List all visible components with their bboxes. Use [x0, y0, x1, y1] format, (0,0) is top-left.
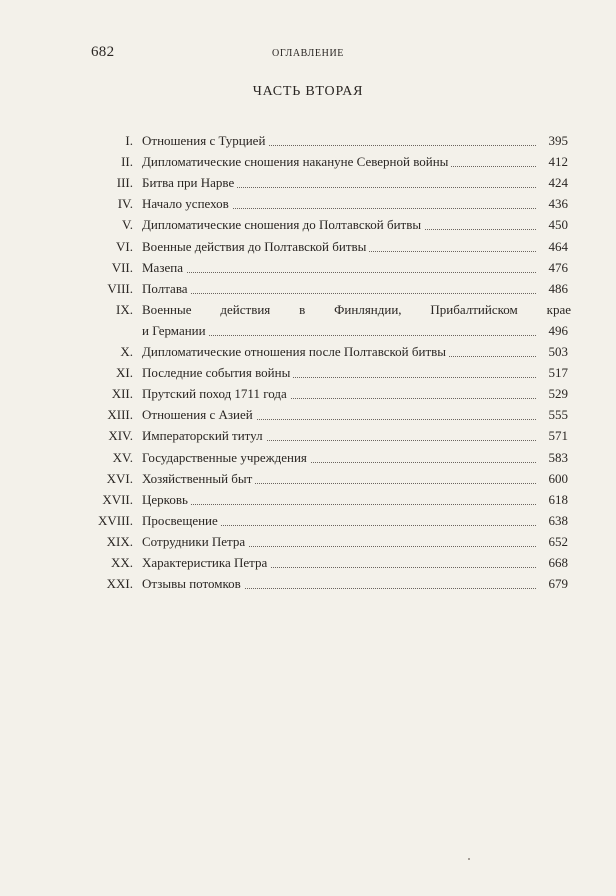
chapter-page-number: 450	[548, 217, 568, 233]
chapter-title-text: Отношения с Турцией	[142, 133, 268, 148]
chapter-title-text: Отношения с Азией	[142, 407, 256, 422]
chapter-title-text: Императорский титул	[142, 428, 266, 443]
chapter-title	[142, 152, 536, 172]
chapter-number: VII.	[111, 259, 133, 275]
chapter-title-text: Хозяйственный быт	[142, 471, 255, 486]
chapter-page-number: 583	[548, 449, 568, 465]
leader-dots	[142, 272, 536, 273]
chapter-number: XIII.	[107, 407, 133, 423]
chapter-title-text: Военные действия до Полтавской битвы	[142, 239, 369, 254]
toc-entry	[0, 258, 616, 278]
toc-entry	[0, 131, 616, 151]
chapter-page-number: 618	[548, 491, 568, 507]
chapter-title	[142, 448, 536, 468]
chapter-number: XV.	[112, 449, 133, 465]
chapter-page-number: 496	[548, 322, 568, 338]
chapter-number: VIII.	[107, 280, 133, 296]
toc-entry	[0, 173, 616, 193]
toc-entry	[0, 448, 616, 468]
chapter-title-text: Мазепа	[142, 260, 186, 275]
chapter-title-text: Отзывы потомков	[142, 576, 244, 591]
toc-entry	[0, 574, 616, 594]
chapter-page-number: 464	[548, 238, 568, 254]
chapter-page-number: 555	[548, 407, 568, 423]
chapter-title	[142, 405, 536, 425]
toc-entry	[0, 532, 616, 552]
toc-entry	[0, 194, 616, 214]
running-head: ОГЛАВЛЕНИЕ	[272, 48, 344, 59]
chapter-title-continuation-text: и Германии	[142, 323, 209, 338]
toc-entry	[0, 279, 616, 299]
leader-dots	[142, 504, 536, 505]
chapter-number: XVIII.	[97, 512, 133, 528]
chapter-number: XX.	[110, 555, 133, 570]
chapter-title	[142, 215, 536, 235]
chapter-title-continuation	[142, 321, 536, 341]
chapter-title-text: Дипломатические сношения накануне Северной войны	[142, 154, 451, 169]
chapter-page-number: 529	[548, 386, 568, 402]
chapter-number: VI.	[116, 238, 133, 254]
toc-entry	[0, 426, 616, 446]
chapter-title-text: Дипломатические сношения до Полтавской битвы	[142, 217, 424, 232]
toc-entry	[0, 152, 616, 172]
chapter-title-text: Полтава	[142, 281, 191, 296]
chapter-title-text: Начало успехов	[142, 196, 232, 211]
chapter-number: III.	[116, 175, 133, 191]
chapter-title	[142, 490, 536, 510]
chapter-number: XIX.	[106, 533, 133, 549]
toc-entry	[0, 342, 616, 362]
chapter-number: X.	[120, 344, 133, 359]
chapter-page-number: 486	[548, 280, 568, 296]
chapter-page-number: 395	[548, 133, 568, 148]
chapter-title-text: Просвещение	[142, 513, 221, 528]
chapter-page-number: 476	[548, 259, 568, 275]
chapter-page-number: 436	[548, 196, 568, 212]
chapter-number: XVII.	[102, 491, 133, 507]
chapter-title	[142, 279, 536, 299]
chapter-page-number: 571	[548, 428, 568, 444]
chapter-title	[142, 574, 536, 594]
chapter-page-number: 600	[548, 470, 568, 486]
chapter-page-number: 638	[548, 512, 568, 528]
chapter-number: I.	[125, 133, 133, 148]
chapter-title	[142, 173, 536, 193]
chapter-title	[142, 384, 536, 404]
chapter-title	[142, 131, 536, 151]
chapter-number: V.	[122, 217, 133, 233]
chapter-number: II.	[121, 154, 133, 170]
chapter-title	[142, 342, 536, 362]
chapter-title	[142, 426, 536, 446]
toc-entry	[0, 237, 616, 257]
chapter-title-text: Военные действия в Финляндии, Прибалтийском крае	[142, 302, 574, 317]
toc-entry-continuation	[0, 321, 616, 341]
chapter-page-number: 679	[548, 576, 568, 592]
chapter-title	[142, 553, 536, 573]
chapter-number: XXI.	[106, 576, 133, 592]
leader-dots	[142, 293, 536, 294]
toc-entry	[0, 511, 616, 531]
toc-entry	[0, 553, 616, 573]
chapter-title-text: Характеристика Петра	[142, 555, 270, 570]
print-speck	[468, 858, 470, 860]
chapter-title-text: Церковь	[142, 492, 191, 507]
page-number: 682	[91, 44, 115, 60]
chapter-title	[142, 258, 536, 278]
chapter-number: IX.	[116, 301, 133, 317]
chapter-page-number: 652	[548, 533, 568, 549]
chapter-page-number: 517	[548, 365, 568, 381]
chapter-title	[142, 194, 536, 214]
toc-entry	[0, 215, 616, 235]
chapter-title-text: Государственные учреждения	[142, 450, 310, 465]
chapter-page-number: 668	[548, 555, 568, 570]
toc-entry	[0, 469, 616, 489]
chapter-page-number: 412	[548, 154, 568, 170]
chapter-title-text: Последние события войны	[142, 365, 293, 380]
chapter-title-text: Битва при Нарве	[142, 175, 237, 190]
chapter-page-number: 424	[548, 175, 568, 191]
toc-entry	[0, 405, 616, 425]
toc-entry	[0, 300, 616, 320]
chapter-title	[142, 469, 536, 489]
part-title: ЧАСТЬ ВТОРАЯ	[252, 84, 364, 99]
chapter-number: XI.	[116, 365, 133, 381]
chapter-title	[142, 511, 536, 531]
toc-entry	[0, 490, 616, 510]
chapter-title	[142, 237, 536, 257]
chapter-number: IV.	[117, 196, 133, 212]
toc-entry	[0, 384, 616, 404]
chapter-page-number: 503	[548, 344, 568, 359]
chapter-number: XVI.	[106, 470, 133, 486]
chapter-number: XIV.	[108, 428, 133, 444]
chapter-title	[142, 363, 536, 383]
chapter-title	[142, 532, 536, 552]
chapter-title-text: Дипломатические отношения после Полтавской битвы	[142, 344, 449, 359]
chapter-number: XII.	[111, 386, 133, 402]
chapter-title	[142, 300, 574, 320]
chapter-title-text: Сотрудники Петра	[142, 534, 248, 549]
chapter-title-text: Прутский поход 1711 года	[142, 386, 290, 401]
toc-entry	[0, 363, 616, 383]
